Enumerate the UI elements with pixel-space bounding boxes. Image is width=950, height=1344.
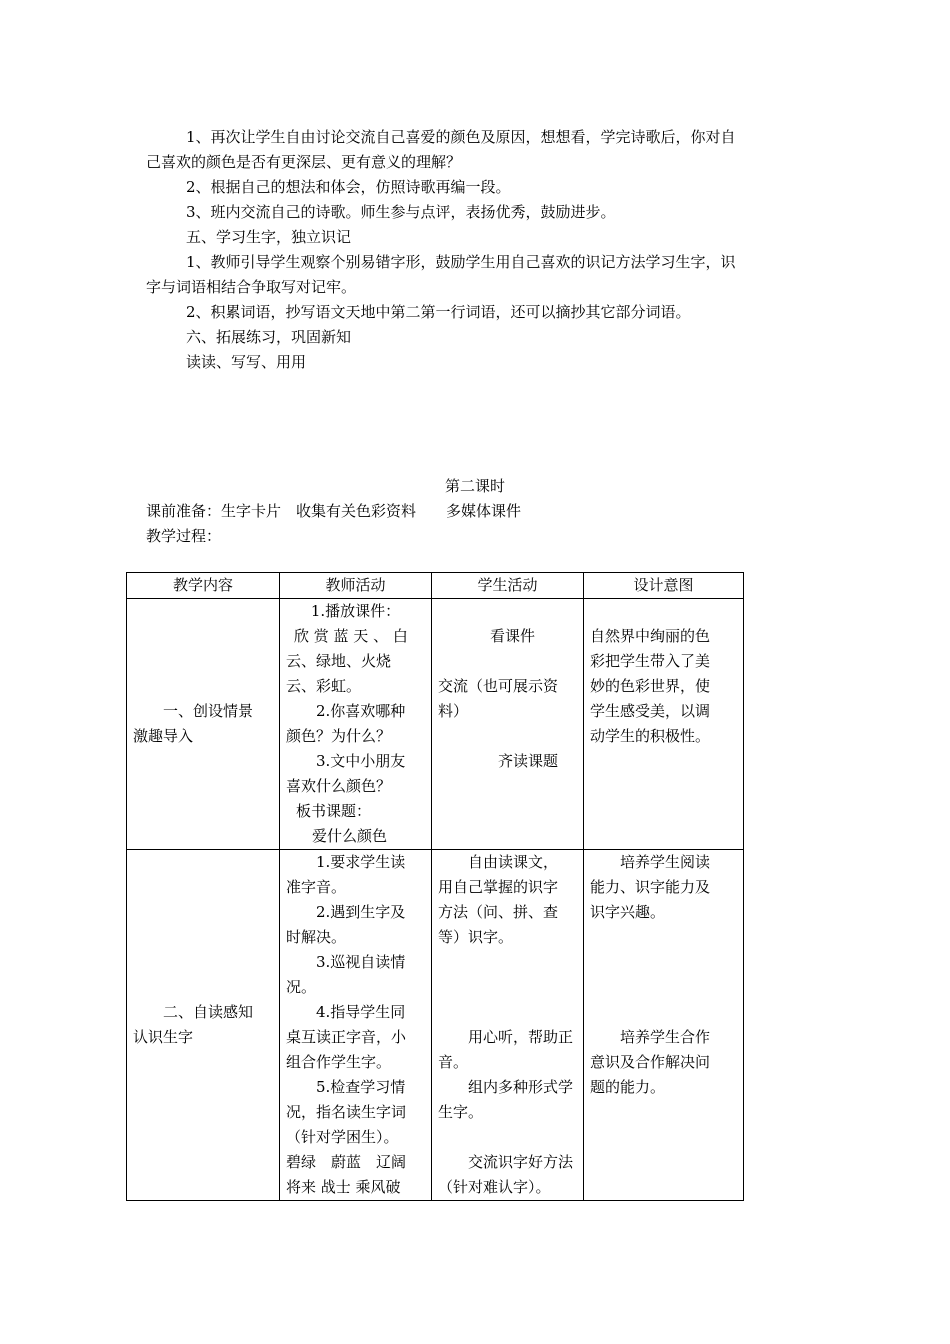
row2-intent-line: 培养学生阅读 <box>620 853 711 871</box>
row1-student <box>432 599 584 850</box>
row2-intent-line: 培养学生合作 <box>620 1028 711 1046</box>
row1-intent-line: 妙的色彩世界，使 <box>590 677 711 695</box>
row2-student-line: 交流识字好方法 <box>468 1153 574 1171</box>
row2-student <box>432 850 584 1201</box>
row2-teacher-line: 将来 战士 乘风破 <box>286 1178 401 1196</box>
row2-student-line: 组内多种形式学 <box>468 1078 574 1096</box>
row2-teacher-line: 碧绿 蔚蓝 辽阔 <box>286 1153 407 1171</box>
row1-teacher-line: 板书课题： <box>296 802 372 820</box>
row1-teacher-line: 2.你喜欢哪种 <box>316 702 406 720</box>
paragraph-3: 3、班内交流自己的诗歌。师生参与点评，表扬优秀，鼓励进步。 <box>186 203 616 221</box>
row1-student-line: 齐读课题 <box>498 752 559 770</box>
table-row <box>127 850 744 1201</box>
paragraph-2: 2、根据自己的想法和体会，仿照诗歌再编一段。 <box>186 178 511 196</box>
row2-teacher <box>280 850 432 1201</box>
prep-line: 课前准备：生字卡片 收集有关色彩资料 多媒体课件 <box>146 502 522 520</box>
row2-student-line: （针对难认字）。 <box>438 1178 551 1196</box>
row1-content-line: 一、创设情景 <box>163 702 254 720</box>
paragraph-5-1: 1、教师引导学生观察个别易错字形，鼓励学生用自己喜欢的识记方法学习生字，识 <box>186 253 736 271</box>
lesson-title: 第二课时 <box>444 477 505 495</box>
row1-teacher-line: 颜色？为什么？ <box>286 727 392 745</box>
paragraph-5-1-cont: 字与词语相结合争取写对记牢。 <box>146 278 357 296</box>
row2-teacher-line: 2.遇到生字及 <box>316 903 406 921</box>
process-label: 教学过程： <box>146 527 222 545</box>
row1-teacher-line: 喜欢什么颜色？ <box>286 777 392 795</box>
row1-student-line: 料） <box>438 702 469 720</box>
row2-student-line: 生字。 <box>438 1103 484 1121</box>
header-student: 学生活动 <box>432 573 584 599</box>
paragraph-5-2: 2、积累词语，抄写语文天地中第二第一行词语，还可以摘抄其它部分词语。 <box>186 303 691 321</box>
row1-intent-line: 自然界中绚丽的色 <box>590 627 711 645</box>
row2-intent-line: 能力、识字能力及 <box>590 878 711 896</box>
row2-teacher-line: 时解决。 <box>286 928 347 946</box>
row2-teacher-line: 准字音。 <box>286 878 347 896</box>
header-content: 教学内容 <box>127 573 280 599</box>
paragraph-6-1: 读读、写写、用用 <box>186 353 307 371</box>
row1-teacher <box>280 599 432 850</box>
paragraph-1: 1、再次让学生自由讨论交流自己喜爱的颜色及原因，想想看，学完诗歌后，你对自 <box>186 128 736 146</box>
row2-teacher-line: 组合作学生字。 <box>286 1053 392 1071</box>
row1-student-line: 看课件 <box>490 627 536 645</box>
row2-teacher-line: 况，指名读生字词 <box>286 1103 407 1121</box>
row2-teacher-line: （针对学困生）。 <box>286 1128 399 1146</box>
row2-content-line: 认识生字 <box>133 1028 194 1046</box>
row2-teacher-line: 4.指导学生同 <box>316 1003 406 1021</box>
row2-student-line: 等）识字。 <box>438 928 514 946</box>
row1-content <box>127 599 280 850</box>
row1-teacher-line: 爱什么颜色 <box>312 827 388 845</box>
row1-teacher-line: 3.文中小朋友 <box>316 752 406 770</box>
row1-intent <box>584 599 744 850</box>
row2-intent-line: 题的能力。 <box>590 1078 666 1096</box>
row2-content-line: 二、自读感知 <box>163 1003 254 1021</box>
row1-intent-line: 动学生的积极性。 <box>590 727 711 745</box>
row1-intent-line: 学生感受美，以调 <box>590 702 711 720</box>
row1-teacher-line: 云、绿地、火烧 <box>286 652 392 670</box>
row1-student-line: 交流（也可展示资 <box>438 677 559 695</box>
table-header-row <box>127 573 744 599</box>
row2-teacher-line: 桌互读正字音，小 <box>286 1028 407 1046</box>
row2-student-line: 自由读课文， <box>468 853 559 871</box>
row1-intent-line: 彩把学生带入了美 <box>590 652 711 670</box>
row1-content-line: 激趣导入 <box>133 727 194 745</box>
header-intent: 设计意图 <box>584 573 744 599</box>
row1-teacher-line: 1.播放课件： <box>310 602 401 620</box>
row2-student-line: 方法（问、拼、查 <box>438 903 559 921</box>
row2-student-line: 用自己掌握的识字 <box>438 878 559 896</box>
table-row <box>127 599 744 850</box>
section-heading-6: 六、拓展练习，巩固新知 <box>186 328 352 346</box>
row2-teacher-line: 5.检查学习情 <box>316 1078 406 1096</box>
row1-teacher-line: 欣 赏 蓝 天 、 白 <box>294 627 408 645</box>
row2-intent-line: 识字兴趣。 <box>590 903 666 921</box>
row1-teacher-line: 云、彩虹。 <box>286 677 362 695</box>
row2-student-line: 用心听，帮助正 <box>468 1028 574 1046</box>
row2-content <box>127 850 280 1201</box>
section-heading-5: 五、学习生字，独立识记 <box>186 228 352 246</box>
row2-teacher-line: 1.要求学生读 <box>316 853 406 871</box>
row2-intent-line: 意识及合作解决问 <box>590 1053 711 1071</box>
row2-student-line: 音。 <box>438 1053 469 1071</box>
row2-intent <box>584 850 744 1201</box>
header-teacher: 教师活动 <box>280 573 432 599</box>
row2-teacher-line: 况。 <box>286 978 317 996</box>
row2-teacher-line: 3.巡视自读情 <box>316 953 406 971</box>
lesson-table <box>126 572 744 1201</box>
paragraph-1-cont: 己喜欢的颜色是否有更深层、更有意义的理解？ <box>146 153 462 171</box>
